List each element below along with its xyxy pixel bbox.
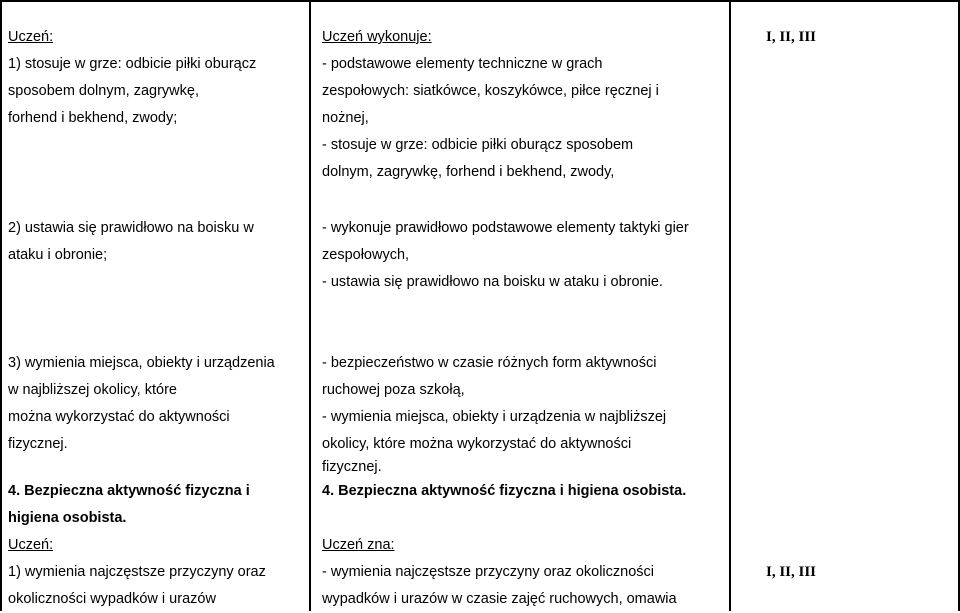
row1-levels: I, II, III bbox=[766, 29, 817, 45]
row2-requirements bbox=[322, 215, 689, 296]
row2-outcomes-line: 2) ustawia się prawidłowo na boisku w bbox=[8, 220, 254, 236]
row2-requirements-line: zespołowych, bbox=[322, 247, 410, 263]
row2-outcomes-line: ataku i obronie; bbox=[8, 247, 108, 263]
row1-requirements-label: Uczeń wykonuje: bbox=[322, 29, 432, 45]
row3-requirements bbox=[322, 350, 666, 458]
row1-requirements-line: zespołowych: siatkówce, koszykówce, piłce ręcznej i bbox=[322, 83, 659, 99]
row3-outcomes-line: fizycznej. bbox=[8, 436, 68, 452]
column-divider-1 bbox=[309, 0, 311, 611]
row1-outcomes-line: sposobem dolnym, zagrywkę, bbox=[8, 83, 199, 99]
row3-outcomes-line: można wykorzystać do aktywności bbox=[8, 409, 230, 425]
row4-requirements bbox=[322, 478, 686, 613]
column-divider-2 bbox=[729, 0, 731, 611]
row1-outcomes-line: 1) stosuje w grze: odbicie piłki oburącz bbox=[8, 56, 257, 72]
row3-outcomes-line: 3) wymienia miejsca, obiekty i urządzenia bbox=[8, 355, 275, 371]
row3-requirements-line: fizycznej. bbox=[322, 459, 382, 475]
section-heading-left: higiena osobista. bbox=[8, 510, 127, 526]
row3-requirements-line: - bezpieczeństwo w czasie różnych form aktywności bbox=[322, 355, 657, 371]
row2-outcomes bbox=[8, 215, 254, 269]
row2-requirements-line: - ustawia się prawidłowo na boisku w ataku i obronie. bbox=[322, 274, 663, 290]
row4-levels: I, II, III bbox=[766, 564, 817, 580]
row3-outcomes bbox=[8, 350, 275, 458]
row1-requirements-line: - podstawowe elementy techniczne w grach bbox=[322, 56, 603, 72]
row2-requirements-line: - wykonuje prawidłowo podstawowe elementy taktyki gier bbox=[322, 220, 689, 236]
row4-requirements-line: wypadków i urazów w czasie zajęć ruchowych, omawia bbox=[322, 591, 677, 607]
table-border-top bbox=[0, 0, 960, 2]
row4-outcomes-line: okoliczności wypadków i urazów bbox=[8, 591, 216, 607]
table-border-right bbox=[958, 0, 960, 611]
row4-outcomes-line: 1) wymienia najczęstsze przyczyny oraz bbox=[8, 564, 266, 580]
row4-requirements-label: Uczeń zna: bbox=[322, 537, 395, 553]
row3-requirements-line: - wymienia miejsca, obiekty i urządzenia w najbliższej bbox=[322, 409, 667, 425]
row4-outcomes bbox=[8, 478, 266, 613]
section-heading-right: 4. Bezpieczna aktywność fizyczna i higiena osobista. bbox=[322, 483, 687, 499]
row4-requirements-line: - wymienia najczęstsze przyczyny oraz okoliczności bbox=[322, 564, 654, 580]
row1-outcomes-line: forhend i bekhend, zwody; bbox=[8, 110, 178, 126]
row1-requirements-line: - stosuje w grze: odbicie piłki oburącz sposobem bbox=[322, 137, 634, 153]
row4-outcomes-label: Uczeń: bbox=[8, 537, 54, 553]
row1-outcomes bbox=[8, 24, 256, 132]
row3-requirements-line: ruchowej poza szkołą, bbox=[322, 382, 465, 398]
section-heading-left: 4. Bezpieczna aktywność fizyczna i bbox=[8, 483, 250, 499]
row1-requirements-line: nożnej, bbox=[322, 110, 369, 126]
row3-outcomes-line: w najbliższej okolicy, które bbox=[8, 382, 177, 398]
row1-requirements-line: dolnym, zagrywkę, forhend i bekhend, zwody, bbox=[322, 164, 615, 180]
row3-requirements-line: okolicy, które można wykorzystać do aktywności bbox=[322, 436, 632, 452]
row1-requirements bbox=[322, 24, 659, 186]
row1-outcomes-label: Uczeń: bbox=[8, 29, 54, 45]
table-border-left bbox=[0, 0, 2, 611]
